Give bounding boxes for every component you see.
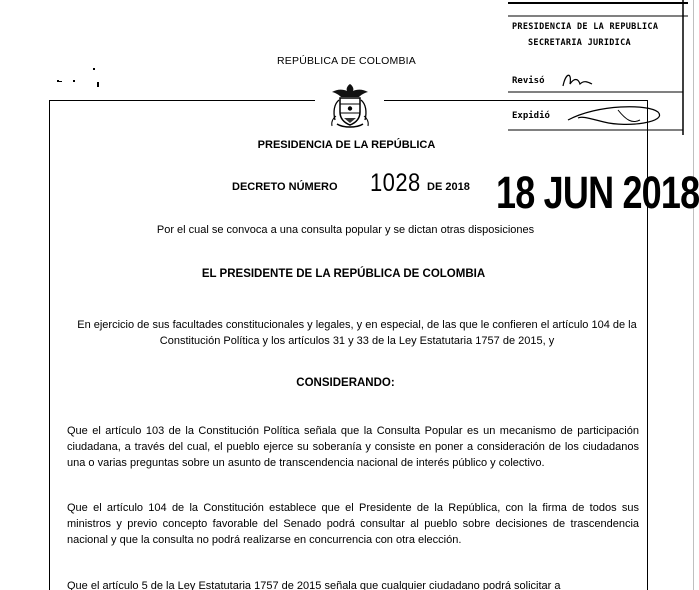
page-edge — [693, 0, 694, 590]
coat-of-arms-icon — [325, 80, 375, 130]
decreto-label: DECRETO NÚMERO — [232, 181, 338, 193]
president-heading: EL PRESIDENTE DE LA REPÚBLICA DE COLOMBIA — [201, 268, 486, 280]
decreto-year: DE 2018 — [427, 181, 470, 193]
scan-specks — [55, 68, 115, 98]
stamp-expidio: Expidió — [512, 111, 550, 121]
decree-subtitle: Por el cual se convoca a una consulta popular y se dictan otras disposiciones — [156, 224, 535, 236]
decreto-number: 1028 — [370, 169, 421, 197]
intro-paragraph: En ejercicio de sus facultades constitucionales y legales, y en especial, de las que le confieren el artículo 104 de la Constitución Política y los artículos 31 y 33 de la Ley Estatutaria 1757 de 2015, y — [77, 319, 637, 347]
republica-heading: REPÚBLICA DE COLOMBIA — [277, 55, 416, 67]
stamped-date: 18 JUN 2018 — [496, 167, 699, 218]
stamp-line-2: SECRETARIA JURIDICA — [528, 38, 631, 48]
approval-stamp — [508, 0, 693, 135]
frame-left — [49, 100, 50, 590]
paragraph-1: Que el artículo 103 de la Constitución Política señala que la Consulta Popular es un mecanismo de participación ciudadana, a través del cual, el pueblo ejerce su soberanía y consiste en poner a consideración de los ciudadanos una o varias preguntas sobre un asunto de transcendencia nacional de interés público y colectivo. — [67, 425, 639, 469]
stamp-reviso: Revisó — [512, 76, 545, 86]
considerando-heading: CONSIDERANDO: — [296, 377, 395, 389]
paragraph-2: Que el artículo 104 de la Constitución establece que el Presidente de la República, con la firma de todos sus ministros y previo concepto favorable del Senado podrá consultar al pueblo sobre decisiones de trascendencia nacional y que la consulta no podrá realizarse en concurrencia con otra elección. — [67, 502, 639, 546]
frame-top-left — [49, 100, 315, 101]
presidencia-heading: PRESIDENCIA DE LA REPÚBLICA — [257, 139, 436, 151]
paragraph-3: Que el artículo 5 de la Ley Estatutaria 1757 de 2015 señala que cualquier ciudadano podrá solicitar a — [67, 580, 561, 590]
stamp-line-1: PRESIDENCIA DE LA REPUBLICA — [512, 22, 659, 32]
